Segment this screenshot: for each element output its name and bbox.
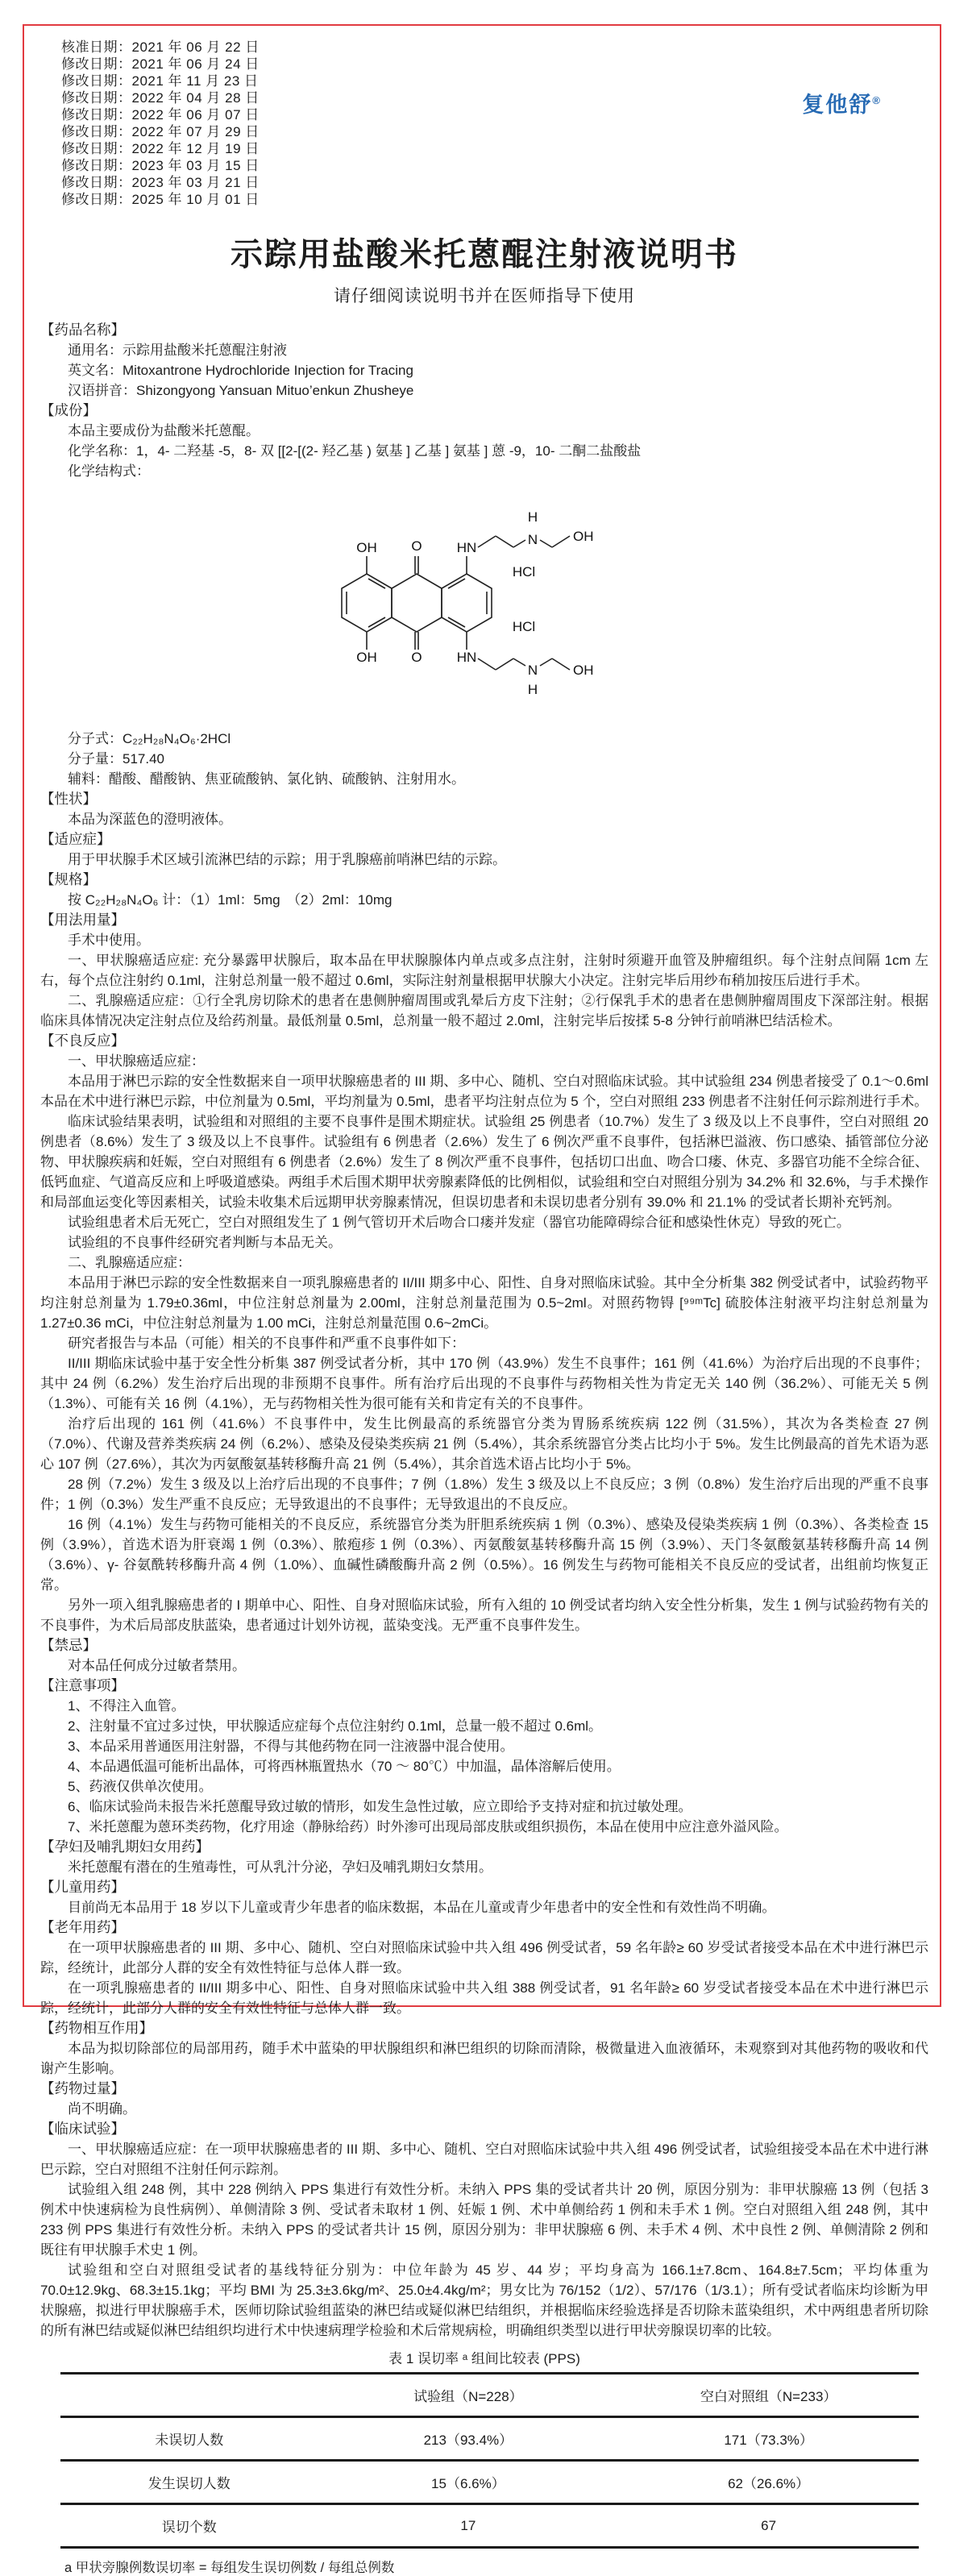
- section-paragraph: 二、乳腺癌适应症：: [68, 1255, 191, 1270]
- table-cell: 15（6.6%）: [431, 2476, 505, 2491]
- section-paragraph: 按 C₂₂H₂₈N₄O₆ 计：（1）1ml：5mg （2）2ml：10mg: [68, 892, 392, 908]
- section-paragraph: 尚不明确。: [68, 2101, 136, 2117]
- section-paragraph: 在一项甲状腺癌患者的 III 期、多中心、随机、空白对照临床试验中共入组 496 例受试者，59 名年龄≥ 60 岁受试者接受本品在术中进行淋巴示踪，经统计，此部分人群的安全有效性特征与总体人群一致。: [40, 1940, 928, 1976]
- section-heading: 【用法用量】: [40, 912, 125, 928]
- sections-container: [40, 320, 928, 2341]
- table-footnote: a 甲状旁腺例数误切率 = 每组发生误切例数 / 每组总例数: [64, 2561, 395, 2575]
- section-heading: 【成份】: [40, 402, 97, 418]
- revision-dates: [61, 39, 928, 208]
- section-paragraph: 本品为拟切除部位的局部用药，随手术中蓝染的甲状腺组织和淋巴组织的切除而清除，极微量进入血液循环，未观察到对其他药物的吸收和代谢产生影响。: [40, 2041, 928, 2076]
- section-paragraph: 另外一项入组乳腺癌患者的 I 期单中心、阳性、自身对照临床试验，所有入组的 10 例受试者均纳入安全性分析集，发生 1 例与试验药物有关的不良事件，为术后局部皮肤蓝染，患者通过计划外访视，蓝染变浅。无严重不良事件发生。: [40, 1598, 928, 1633]
- section-heading: 【临床试验】: [40, 2121, 125, 2137]
- content-area: [24, 26, 940, 2576]
- section-paragraph: 辅料：醋酸、醋酸钠、焦亚硫酸钠、氯化钠、硫酸钠、注射用水。: [68, 771, 465, 787]
- table-cell: 误切个数: [161, 2520, 217, 2535]
- date-line: 修改日期：2022 年 06 月 07 日: [61, 107, 260, 123]
- brand-name: 复他舒: [802, 93, 873, 117]
- section-paragraph: 28 例（7.2%）发生 3 级及以上治疗后出现的不良事件；7 例（1.8%）发生 3 级及以上不良反应；3 例（0.8%）发生治疗后出现的严重不良事件；1 例（0.3%）发生严重不良反应；无导致退出的不良事件；无导致退出的不良反应。: [40, 1477, 928, 1512]
- section-heading: 【适应症】: [40, 831, 111, 847]
- brand-logo: [802, 87, 880, 118]
- section-paragraph: 用于甲状腺手术区域引流淋巴结的示踪；用于乳腺癌前哨淋巴结的示踪。: [68, 852, 506, 867]
- section-heading: 【不良反应】: [40, 1032, 125, 1049]
- section-paragraph: 分子式：C₂₂H₂₈N₄O₆·2HCl: [68, 731, 231, 746]
- section-heading: 【老年用药】: [40, 1919, 125, 1935]
- atom-label: OH: [356, 650, 377, 665]
- atom-label: OH: [573, 529, 594, 544]
- table-cell: 171（73.3%）: [724, 2433, 813, 2448]
- table-title: 表 1 误切率 ᵃ 组间比较表 (PPS): [388, 2351, 580, 2366]
- table-cell: 213（93.4%）: [423, 2433, 513, 2448]
- date-line: 修改日期：2022 年 12 月 19 日: [61, 141, 260, 156]
- table-header-cell: 试验组（N=228）: [413, 2389, 523, 2404]
- table-cell: 发生误切人数: [147, 2476, 231, 2491]
- atom-label: H: [527, 682, 538, 697]
- section-heading: 【药物相互作用】: [40, 2020, 153, 2036]
- section-paragraph: 1、不得注入血管。: [68, 1698, 185, 1714]
- section-paragraph: 在一项乳腺癌患者的 II/III 期多中心、阳性、自身对照临床试验中共入组 388 例受试者，91 名年龄≥ 60 岁受试者接受本品在术中进行淋巴示踪，经统计，此部分人群的安全有效性特征与总体人群一致。: [40, 1980, 928, 2016]
- section-heading: 【药物过量】: [40, 2080, 125, 2096]
- date-line: 修改日期：2023 年 03 月 21 日: [61, 175, 260, 190]
- section-heading: 【孕妇及哺乳期妇女用药】: [40, 1839, 210, 1855]
- section-paragraph: II/III 期临床试验中基于安全性分析集 387 例受试者分析，其中 170 例（43.9%）发生不良事件；161 例（41.6%）为治疗后出现的不良事件；其中 24 例（6.2%）发生治疗后出现的非预期不良事件。所有治疗后出现的不良事件与药物相关性为肯定无关 140 例（36.2%）、可能无关 5 例（1.3%）、可能有关 16 例（4.1%），无与药物相关性为很可能有关和肯定有关的不良事件。: [40, 1356, 928, 1411]
- table-header-row: [60, 2374, 919, 2417]
- section-paragraph: 试验组和空白对照组受试者的基线特征分别为：中位年龄为 45 岁、44 岁；平均身高为 166.1±7.8cm、164.8±7.5cm；平均体重为 70.0±12.9kg、68.3±15.1kg；平均 BMI 为 25.3±3.6kg/m²、25.0±4.4kg/m²；男女比为 76/152（1/2）、57/176（1/3.1）；所有受试者临床均诊断为甲状腺癌，拟进行甲状腺癌手术，医师切除试验组蓝染的淋巴结或疑似淋巴结组织，并根据临床经验选择是否切除未蓝染组织，术中两组患者所切除的所有淋巴结或疑似淋巴结组织均进行术中快速病理学检验和术后常规病检，明确组织类型以进行甲状旁腺误切率的比较。: [40, 2262, 928, 2338]
- section-paragraph: 试验组的不良事件经研究者判断与本品无关。: [68, 1235, 342, 1250]
- misresection-comparison-table: [60, 2372, 919, 2549]
- section-paragraph: 本品为深蓝色的澄明液体。: [68, 812, 232, 827]
- section-paragraph: 4、本品遇低温可能析出晶体，可将西林瓶置热水（70 ～ 80℃）中加温，晶体溶解后使用。: [68, 1759, 621, 1774]
- section-paragraph: 一、甲状腺癌适应症：在一项甲状腺癌患者的 III 期、多中心、随机、空白对照临床试验中共入组 496 例受试者，试验组接受本品在术中进行淋巴示踪，空白对照组不注射任何示踪剂。: [40, 2142, 928, 2177]
- section-paragraph: 7、米托蒽醌为蒽环类药物，化疗用途（静脉给药）时外渗可出现局部皮肤或组织损伤，本品在使用中应注意外溢风险。: [68, 1819, 788, 1834]
- date-line: 修改日期：2022 年 04 月 28 日: [61, 90, 260, 106]
- atom-label: N: [527, 532, 538, 547]
- document-subtitle: 请仔细阅读说明书并在医师指导下使用: [334, 287, 635, 305]
- atom-label: HCl: [512, 619, 536, 634]
- section-paragraph: 汉语拼音：Shizongyong Yansuan Mituo’enkun Zhusheye: [68, 383, 414, 398]
- section-paragraph: 手术中使用。: [68, 933, 150, 948]
- section-heading: 【性状】: [40, 791, 97, 807]
- section-paragraph: 治疗后出现的 161 例（41.6%）不良事件中，发生比例最高的系统器官分类为胃肠系统疾病 122 例（31.5%），其次为各类检查 27 例（7.0%）、代谢及营养类疾病 24 例（6.2%）、感染及侵染类疾病 21 例（5.4%），其余系统器官分类占比均小于 5%。发生比例最高的首先术语为恶心 107 例（27.6%），其次为丙氨酸氨基转移酶升高 21 例（5.4%），其余首选术语占比均小于 5%。: [40, 1416, 928, 1472]
- section-paragraph: 目前尚无本品用于 18 岁以下儿童或青少年患者的临床数据，本品在儿童或青少年患者中的安全性和有效性尚不明确。: [68, 1900, 776, 1915]
- atom-label: N: [527, 663, 538, 678]
- section-paragraph: 分子量：517.40: [68, 751, 164, 767]
- date-line: 核准日期：2021 年 06 月 22 日: [61, 39, 260, 55]
- atom-label: O: [411, 650, 422, 665]
- section-paragraph: 对本品任何成分过敏者禁用。: [68, 1658, 246, 1673]
- section-heading: 【禁忌】: [40, 1637, 97, 1653]
- table-header-cell: [60, 2374, 318, 2417]
- atom-label: HN: [456, 650, 477, 665]
- atom-label: HCl: [512, 564, 536, 580]
- table-row: [60, 2417, 919, 2461]
- section-paragraph: 化学名称：1，4- 二羟基 -5，8- 双 [[2-[(2- 羟乙基 ) 氨基 ] 乙基 ] 氨基 ] 蒽 -9，10- 二酮二盐酸盐: [68, 443, 642, 459]
- section-paragraph: 研究者报告与本品（可能）相关的不良事件和严重不良事件如下：: [68, 1336, 465, 1351]
- section-paragraph: 一、甲状腺癌适应症：: [68, 1053, 205, 1069]
- atom-label: H: [527, 509, 538, 525]
- section-paragraph: 米托蒽醌有潜在的生殖毒性，可从乳汁分泌，孕妇及哺乳期妇女禁用。: [68, 1859, 492, 1875]
- table-header-cell: 空白对照组（N=233）: [700, 2389, 837, 2404]
- table-cell: 未误切人数: [155, 2433, 224, 2448]
- atom-label: O: [411, 538, 422, 554]
- section-heading: 【注意事项】: [40, 1677, 125, 1693]
- section-heading: 【药品名称】: [40, 322, 125, 338]
- section-paragraph: 试验组患者术后无死亡，空白对照组发生了 1 例气管切开术后吻合口瘘并发症（器官功能障碍综合征和感染性休克）导致的死亡。: [68, 1215, 850, 1230]
- section-heading: 【规格】: [40, 871, 97, 887]
- section-paragraph: 3、本品采用普通医用注射器，不得与其他药物在同一注液器中混合使用。: [68, 1739, 514, 1754]
- atom-label: HN: [456, 540, 477, 555]
- table-cell: 62（26.6%）: [728, 2476, 810, 2491]
- section-paragraph: 二、乳腺癌适应症：①行全乳房切除术的患者在患侧肿瘤周围或乳晕后方皮下注射；②行保乳手术的患者在患侧肿瘤周围皮下深部注射。根据临床具体情况决定注射点位及给药剂量。最低剂量 0.5ml，总剂量一般不超过 2.0ml，注射完毕后按揉 5-8 分钟行前哨淋巴结活检术。: [40, 993, 928, 1028]
- section-paragraph: 试验组入组 248 例，其中 228 例纳入 PPS 集进行有效性分析。未纳入 PPS 集的受试者共计 20 例，原因分别为：非甲状腺癌 13 例（包括 3 例术中快速病检为良性病例）、单侧清除 3 例、受试者未取材 1 例、妊娠 1 例、术中单侧给药 1 例和未手术 1 例。空白对照组入组 248 例，其中 233 例 PPS 集进行有效性分析。未纳入 PPS 的受试者共计 15 例，原因分别为：非甲状腺癌 6 例、未手术 4 例、术中良性 2 例、单侧清除 2 例和既往有甲状腺手术史 1 例。: [40, 2182, 928, 2258]
- section-paragraph: 一、甲状腺癌适应症: 充分暴露甲状腺后，取本品在甲状腺腺体内单点或多点注射，注射时须避开血管及肿瘤组织。每个注射点间隔 1cm 左右，每个点位注射约 0.1ml，注射总剂量一般不超过 0.6ml，实际注射剂量根据甲状腺大小决定。注射完毕后用纱布稍加按压后进行手术。: [40, 953, 928, 988]
- table-cell: 67: [761, 2517, 777, 2533]
- date-line: 修改日期：2021 年 06 月 24 日: [61, 56, 260, 72]
- section-paragraph: 5、药液仅供单次使用。: [68, 1779, 213, 1794]
- section-paragraph: 6、临床试验尚未报告米托蒽醌导致过敏的情形，如发生急性过敏，应立即给予支持对症和抗过敏处理。: [68, 1799, 692, 1814]
- table-cell: 17: [460, 2517, 476, 2533]
- section-paragraph: 2、注射量不宜过多过快，甲状腺适应症每个点位注射约 0.1ml，总量一般不超过 0.6ml。: [68, 1718, 603, 1734]
- atom-label: OH: [356, 540, 377, 555]
- section-paragraph: 本品用于淋巴示踪的安全性数据来自一项甲状腺癌患者的 III 期、多中心、随机、空白对照临床试验。其中试验组 234 例患者接受了 0.1～0.6ml 本品在术中进行淋巴示踪，中位剂量为 0.5ml，平均剂量为 0.5ml，患者平均注射点位为 5 个，空白对照组 233 例患者不注射任何示踪剂进行手术。: [40, 1074, 928, 1109]
- section-paragraph: 通用名：示踪用盐酸米托蒽醌注射液: [68, 343, 287, 358]
- table-1-wrap: [40, 2347, 928, 2576]
- atom-label: OH: [573, 663, 594, 678]
- document-title: 示踪用盐酸米托蒽醌注射液说明书: [231, 237, 738, 272]
- section-paragraph: 本品主要成份为盐酸米托蒽醌。: [68, 423, 260, 438]
- mitoxantrone-structure-drawing: [278, 486, 649, 720]
- section-paragraph: 英文名：Mitoxantrone Hydrochloride Injection for Tracing: [68, 363, 413, 378]
- red-border-frame: [23, 24, 941, 2575]
- section-paragraph: 化学结构式：: [68, 463, 150, 479]
- date-line: 修改日期：2023 年 03 月 15 日: [61, 158, 260, 173]
- section-paragraph: 16 例（4.1%）发生与药物可能相关的不良反应，系统器官分类为肝胆系统疾病 1 例（0.3%）、感染及侵染类疾病 1 例（0.3%）、各类检查 15 例（3.9%），首选术语为肝衰竭 1 例（0.3%）、脓疱疹 1 例（0.3%）、丙氨酸氨基转移酶升高 15 例（3.9%）、天门冬氨酸氨基转移酶升高 14 例（3.6%）、γ- 谷氨酰转移酶升高 4 例（1.0%）、血碱性磷酸酶升高 2 例（0.5%）。16 例发生与药物可能相关不良反应的受试者，出组前均恢复正常。: [40, 1517, 928, 1593]
- date-line: 修改日期：2025 年 10 月 01 日: [61, 192, 260, 207]
- chemical-structure: [278, 486, 928, 725]
- header-row: [40, 39, 928, 208]
- table-row: [60, 2461, 919, 2504]
- date-line: 修改日期：2021 年 11 月 23 日: [61, 73, 259, 89]
- table-row: [60, 2504, 919, 2548]
- section-heading: 【儿童用药】: [40, 1879, 125, 1895]
- registered-mark: ®: [872, 94, 880, 106]
- date-line: 修改日期：2022 年 07 月 29 日: [61, 124, 260, 139]
- section-paragraph: 临床试验结果表明，试验组和对照组的主要不良事件是围术期症状。试验组 25 例患者（10.7%）发生了 3 级及以上不良事件，空白对照组 20 例患者（8.6%）发生了 3 级及以上不良事件。试验组有 6 例患者（2.6%）发生了 6 例次严重不良事件，包括淋巴溢液、伤口感染、插管部位分泌物、甲状腺疾病和妊娠，空白对照组有 6 例患者（2.6%）发生了 8 例次严重不良事件，包括切口出血、吻合口瘘、休克、多器官功能不全综合征、低钙血症、气道高反应和上呼吸道感染。两组手术后围术期甲状旁腺素降低的比例相似，试验组和空白对照组分别为 34.2% 和 32.6%，与手术操作和局部血运变化等因素相关，试验未收集术后远期甲状旁腺素情况，但误切患者和未误切患者分别有 39.0% 和 21.1% 的受试者长期补充钙剂。: [40, 1114, 928, 1210]
- section-paragraph: 本品用于淋巴示踪的安全性数据来自一项乳腺癌患者的 II/III 期多中心、阳性、自身对照临床试验。其中全分析集 382 例受试者中，试验药物平均注射总剂量为 1.79±0.36ml，中位注射总剂量为 2.00ml，注射总剂量范围为 0.5~2ml。对照药物锝 [⁹⁹ᵐTc] 硫胶体注射液平均注射总剂量为 1.27±0.36 mCi，中位注射总剂量为 1.00 mCi，注射总剂量范围 0.6~2mCi。: [40, 1275, 928, 1331]
